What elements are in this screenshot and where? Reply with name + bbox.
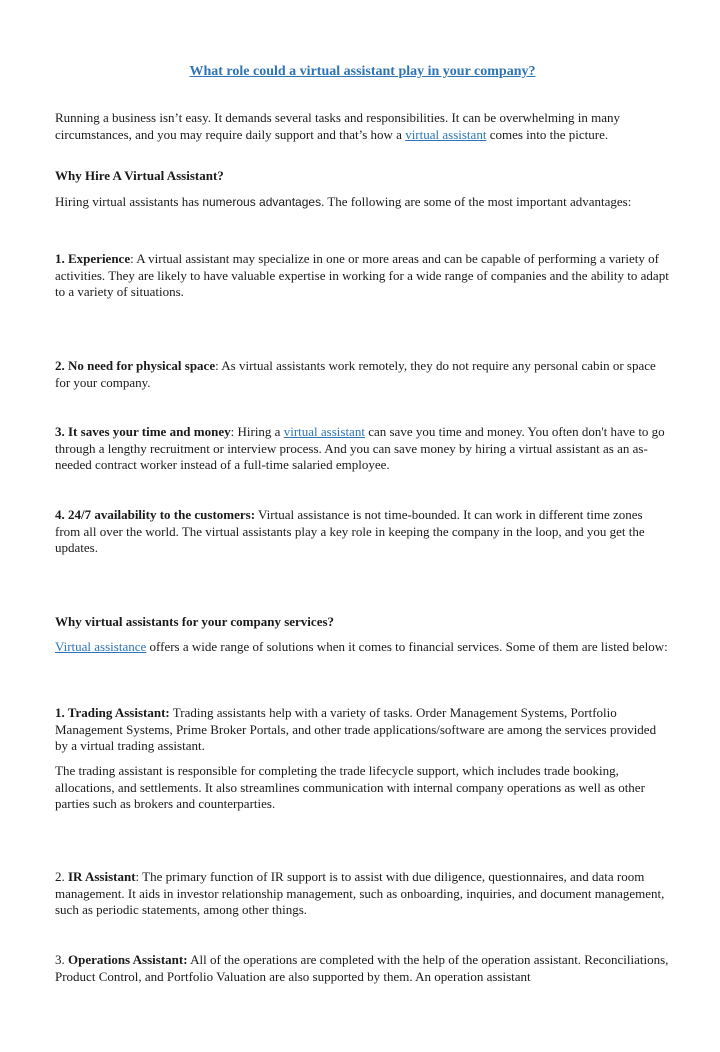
- numerous-advantages-text: numerous advantages: [202, 195, 322, 209]
- intro-paragraph: [55, 110, 670, 143]
- trading-assistant-paragraph: [55, 705, 670, 755]
- availability-text: Virtual assistance is not time-bounded. It can work in different time zones from all over the world. The virtual assistants play a key role in keeping the company in the loop, and you get the updates.: [55, 507, 645, 555]
- experience-label: 1. Experience: [55, 251, 131, 266]
- time-money-label: 3. It saves your time and money: [55, 424, 231, 439]
- trading-assistant-paragraph-2: The trading assistant is responsible for completing the trade lifecycle support, which includes trade booking, allocations, and settlements. It also streamlines communication with internal company operations as well as other parties such as brokers and counterparties.: [55, 763, 645, 811]
- ir-assistant-text: : The primary function of IR support is to assist with due diligence, questionnaires, and data room management. It aids in investor relationship management, such as onboarding, inquiries, and document management, such as periodic statements, among other things.: [55, 869, 665, 917]
- operations-assistant-text: All of the operations are completed with the help of the operation assistant. Reconciliations, Product Control, and Portfolio Valuation are also supported by them. An operation assistant: [55, 952, 669, 984]
- operations-assistant-label: Operations Assistant:: [68, 952, 188, 967]
- virtual-assistant-link-2[interactable]: virtual assistant: [283, 424, 365, 439]
- availability-label: 4. 24/7 availability to the customers:: [55, 507, 256, 522]
- advantage-time-money: [55, 424, 670, 474]
- virtual-assistance-link[interactable]: Virtual assistance: [55, 639, 147, 654]
- advantage-physical-space: [55, 358, 670, 391]
- services-text: offers a wide range of solutions when it comes to financial services. Some of them are listed below:: [146, 639, 668, 654]
- ir-number: 2.: [55, 869, 68, 884]
- intro-text-end: comes into the picture.: [486, 126, 609, 142]
- why-hire-heading: Why Hire A Virtual Assistant?: [55, 168, 224, 183]
- physical-space-label: 2. No need for physical space: [55, 358, 216, 373]
- time-money-text: : Hiring a: [230, 424, 284, 439]
- why-hire-text-end: . The following are some of the most important advantages:: [321, 194, 632, 209]
- services-heading: Why virtual assistants for your company services?: [55, 614, 335, 629]
- advantage-experience: [55, 251, 670, 301]
- operations-assistant-paragraph: [55, 952, 670, 985]
- physical-space-text: : As virtual assistants work remotely, they do not require any personal cabin or space for your company.: [55, 358, 656, 390]
- operations-number: 3.: [55, 952, 68, 967]
- services-paragraph: [55, 639, 670, 656]
- ir-assistant-label: IR Assistant: [68, 869, 136, 884]
- ir-assistant-paragraph: [55, 869, 670, 919]
- why-hire-text: Hiring virtual assistants has: [55, 194, 203, 209]
- page-title: What role could a virtual assistant play in your company?: [189, 64, 536, 79]
- advantage-availability: [55, 507, 670, 557]
- time-money-text-end: can save you time and money. You often don't have to go through a lengthy recruitment or interview process. And you can save money by hiring a virtual assistant as an as-needed contract worker instead of a full-time salaried employee.: [55, 424, 665, 472]
- virtual-assistant-link[interactable]: virtual assistant: [405, 126, 487, 142]
- experience-text: : A virtual assistant may specialize in one or more areas and can be capable of performing a variety of activities. They are likely to have valuable expertise in working for a wide range of companies and the ability to adapt to a variety of situations.: [55, 251, 669, 299]
- why-hire-paragraph: [55, 194, 670, 211]
- trading-assistant-text: Trading assistants help with a variety of tasks. Order Management Systems, Portfolio Management Systems, Prime Broker Portals, and other trade applications/software are among the services provided by a virtual trading assistant.: [55, 705, 657, 753]
- intro-text: Running a business isn’t easy. It demands several tasks and responsibilities. It can be overwhelming in many circumstances, and you may require daily support and that’s how a: [55, 110, 621, 142]
- trading-assistant-label: 1. Trading Assistant:: [55, 705, 170, 720]
